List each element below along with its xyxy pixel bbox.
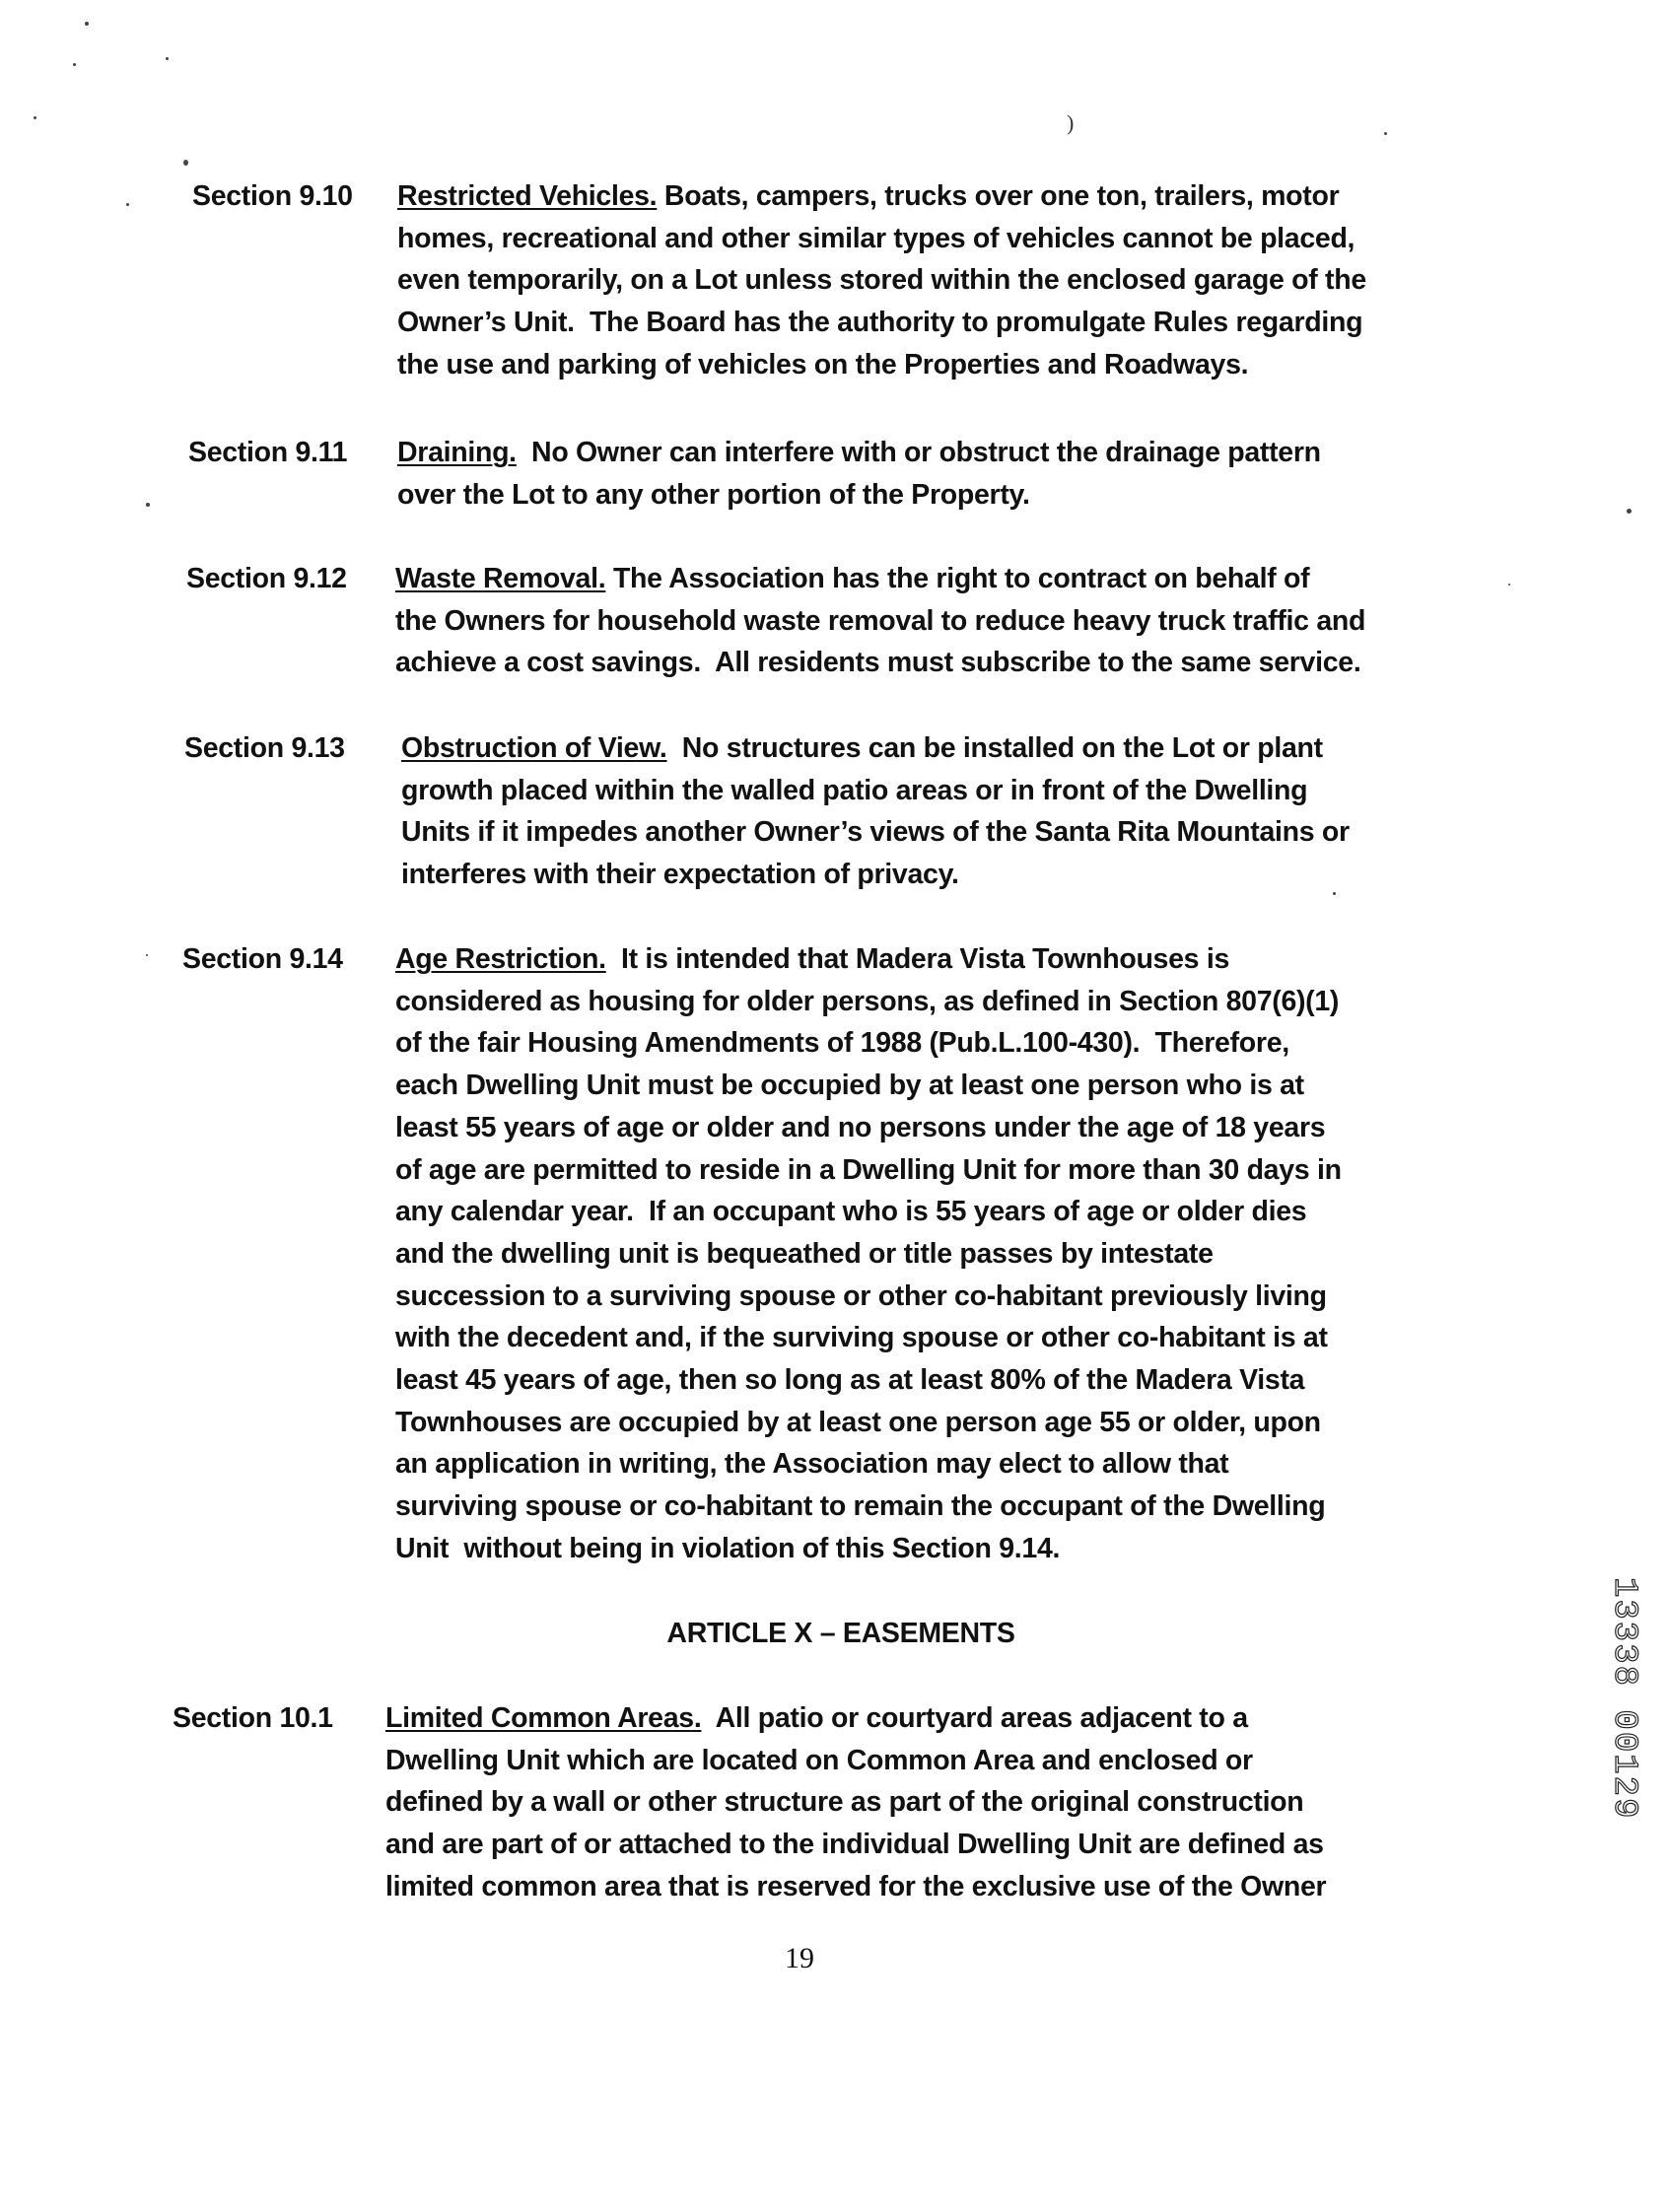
scan-speck (183, 160, 188, 166)
section-text: No Owner can interfere with or obstruct the drainage pattern (516, 437, 1321, 468)
section-number: Section 10.1 (173, 1702, 333, 1734)
section-text: All patio or courtyard areas adjacent to a (701, 1702, 1248, 1734)
section-body (395, 558, 1465, 684)
section-line (397, 175, 1467, 218)
section-line: interferes with their expectation of privacy. (401, 859, 959, 891)
section-line: with the decedent and, if the surviving spouse or other co-habitant is at (395, 1322, 1328, 1354)
section-line (395, 558, 1465, 600)
section-line: succession to a surviving spouse or other co-habitant previously living (395, 1279, 1327, 1312)
section-line: over the Lot to any other portion of the Property. (397, 478, 1030, 511)
section-line: growth placed within the walled patio areas or in front of the Dwelling (401, 774, 1308, 806)
section-line: of age are permitted to reside in a Dwelling Unit for more than 30 days in (395, 1153, 1342, 1186)
section-line: achieve a cost savings. All residents must subscribe to the same service. (395, 647, 1361, 679)
section-heading: Draining. (397, 437, 517, 468)
section-line: and are part of or attached to the individual Dwelling Unit are defined as (385, 1829, 1324, 1861)
section-number: Section 9.13 (184, 732, 345, 764)
section-text: It is intended that Madera Vista Townhouses is (605, 943, 1229, 975)
scan-speck (1627, 509, 1632, 514)
section-heading: Obstruction of View. (401, 732, 667, 764)
section-line (385, 1697, 1455, 1740)
section-text: No structures can be installed on the Lot or plant (666, 732, 1323, 764)
scan-speck (126, 203, 129, 206)
section-line: the Owners for household waste removal to reduce heavy truck traffic and (395, 604, 1366, 637)
section-line (395, 938, 1465, 981)
section-line: and the dwelling unit is bequeathed or title passes by intestate (395, 1237, 1214, 1270)
section-heading: Restricted Vehicles. (397, 180, 658, 212)
section-number: Section 9.12 (186, 563, 347, 594)
section-line: surviving spouse or co-habitant to remain the occupant of the Dwelling (395, 1490, 1326, 1523)
section-number: Section 9.11 (188, 437, 348, 468)
section-line: an application in writing, the Association may elect to allow that (395, 1448, 1229, 1481)
scan-speck (1508, 584, 1510, 586)
section-line: Dwelling Unit which are located on Common Area and enclosed or (385, 1744, 1253, 1776)
scan-speck (34, 116, 36, 119)
section-line: limited common area that is reserved for the exclusive use of the Owner (385, 1870, 1327, 1902)
article-title-text: ARTICLE X – EASEMENTS (666, 1618, 1015, 1649)
section-body (397, 175, 1467, 386)
section-body (401, 727, 1471, 896)
scan-speck (166, 57, 169, 60)
section-line (401, 727, 1471, 770)
section-heading: Waste Removal. (395, 563, 606, 594)
scan-speck (1384, 132, 1387, 135)
section-line: least 55 years of age or older and no persons under the age of 18 years (395, 1111, 1326, 1143)
section-line: considered as housing for older persons, as defined in Section 807(6)(1) (395, 985, 1340, 1017)
section-body (395, 938, 1465, 1570)
page-number-text: 19 (785, 1942, 814, 1974)
section-line: Owner’s Unit. The Board has the authority to promulgate Rules regarding (397, 307, 1363, 339)
section-body (397, 432, 1467, 516)
section-line (397, 432, 1467, 474)
bates-stamp (1605, 1577, 1648, 1843)
section-line: of the fair Housing Amendments of 1988 (Pub.L.100-430). Therefore, (395, 1027, 1289, 1060)
section-line: defined by a wall or other structure as part of the original construction (385, 1786, 1304, 1819)
section-heading: Limited Common Areas. (385, 1702, 702, 1734)
section-line: each Dwelling Unit must be occupied by at least one person who is at (395, 1070, 1304, 1102)
section-line: Unit without being in violation of this Section 9.14. (395, 1532, 1061, 1564)
section-text: The Association has the right to contract on behalf of (605, 563, 1310, 594)
section-line: least 45 years of age, then so long as at least 80% of the Madera Vista (395, 1364, 1305, 1397)
section-line: Townhouses are occupied by at least one person age 55 or older, upon (395, 1406, 1321, 1438)
section-line: homes, recreational and other similar types of vehicles cannot be placed, (397, 222, 1355, 254)
section-line: any calendar year. If an occupant who is 55 years of age or older dies (395, 1196, 1307, 1228)
section-text: Boats, campers, trucks over one ton, trailers, motor (657, 180, 1340, 212)
section-body (385, 1697, 1455, 1908)
page-number (0, 1942, 1668, 1975)
scan-speck (146, 954, 148, 956)
scan-speck (85, 22, 89, 26)
scan-speck (146, 503, 150, 507)
scan-speck (73, 63, 76, 66)
section-number: Section 9.14 (182, 943, 343, 975)
section-line: the use and parking of vehicles on the Properties and Roadways. (397, 348, 1249, 380)
stray-mark: ) (1067, 110, 1075, 135)
article-title (0, 1613, 1668, 1654)
section-number: Section 9.10 (192, 180, 353, 212)
bates-number: 13338 00129 (1605, 1577, 1642, 1821)
section-line: even temporarily, on a Lot unless stored within the enclosed garage of the (397, 264, 1366, 297)
section-heading: Age Restriction. (395, 943, 606, 975)
section-line: Units if it impedes another Owner’s views of the Santa Rita Mountains or (401, 816, 1350, 849)
